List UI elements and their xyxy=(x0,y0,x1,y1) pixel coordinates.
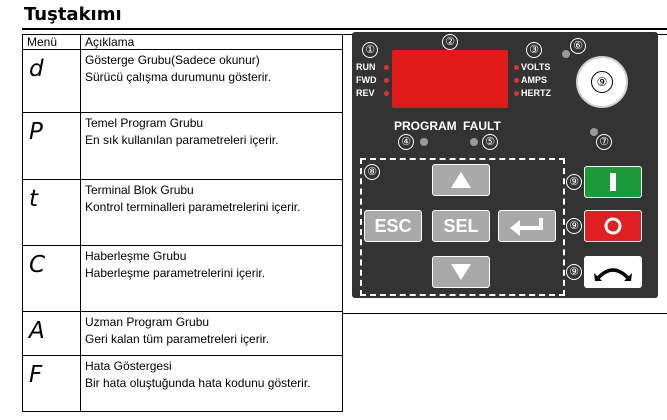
led-label-run: RUN xyxy=(356,62,376,72)
led-display xyxy=(392,50,508,108)
led-label-amps: AMPS xyxy=(521,75,548,85)
menu-code-cell xyxy=(23,356,81,412)
callout-4: ④ xyxy=(398,134,414,150)
menu-code: P xyxy=(29,119,43,145)
keypad-illustration xyxy=(352,32,658,298)
down-arrow-key[interactable] xyxy=(432,256,490,288)
description-text: Geri kalan tüm parametreleri içerir. xyxy=(85,332,270,346)
page-title: Tuştakımı xyxy=(24,4,122,25)
description-title: Hata Göstergesi xyxy=(85,359,172,373)
table-row xyxy=(23,113,343,180)
stop-icon xyxy=(603,216,623,236)
title-rule xyxy=(22,28,667,30)
status-led-7 xyxy=(590,128,598,136)
description-title: Terminal Blok Grubu xyxy=(85,183,194,197)
fault-label: FAULT xyxy=(463,119,501,133)
amps-led xyxy=(514,78,519,83)
description-cell xyxy=(81,113,343,180)
callout-9: ⑨ xyxy=(566,218,582,234)
run-icon xyxy=(610,173,616,191)
callout-9: ⑨ xyxy=(591,71,613,93)
esc-key[interactable] xyxy=(364,210,422,242)
down-arrow-icon xyxy=(450,263,472,281)
callout-2: ② xyxy=(442,34,458,50)
description-text: Sürücü çalışma durumunu gösterir. xyxy=(85,70,272,84)
volts-led xyxy=(514,65,519,70)
hertz-led xyxy=(514,91,519,96)
menu-code-cell xyxy=(23,246,81,312)
table-row xyxy=(23,356,343,412)
menu-table xyxy=(22,34,343,412)
callout-9: ⑨ xyxy=(566,174,582,190)
menu-code: A xyxy=(29,318,45,344)
menu-code-cell xyxy=(23,50,81,113)
run-button[interactable] xyxy=(584,166,642,198)
program-label: PROGRAM xyxy=(394,119,457,133)
description-cell xyxy=(81,246,343,312)
callout-1: ① xyxy=(362,42,378,58)
table-row xyxy=(23,312,343,356)
menu-code-cell xyxy=(23,180,81,246)
callout-3: ③ xyxy=(526,42,542,58)
program-led xyxy=(420,138,428,146)
enter-icon xyxy=(508,216,546,236)
description-cell xyxy=(81,312,343,356)
description-text: Kontrol terminalleri parametrelerini içerir. xyxy=(85,200,301,214)
description-text: Bir hata oluştuğunda hata kodunu gösterir. xyxy=(85,376,311,390)
callout-5: ⑤ xyxy=(482,134,498,150)
table-row xyxy=(23,180,343,246)
description-cell xyxy=(81,180,343,246)
callout-9: ⑨ xyxy=(566,264,582,280)
callout-8: ⑧ xyxy=(364,164,380,180)
enter-key[interactable] xyxy=(498,210,556,242)
callout-7: ⑦ xyxy=(596,134,612,150)
menu-code: C xyxy=(29,252,46,278)
led-label-hertz: HERTZ xyxy=(521,88,551,98)
column-header-menu: Menü xyxy=(23,35,81,50)
table-row xyxy=(23,50,343,113)
led-label-volts: VOLTS xyxy=(521,62,551,72)
reverse-button[interactable] xyxy=(584,256,642,288)
callout-6: ⑥ xyxy=(570,38,586,54)
description-title: Haberleşme Grubu xyxy=(85,249,187,263)
sel-key[interactable] xyxy=(432,210,490,242)
run-led xyxy=(384,65,389,70)
description-title: Gösterge Grubu(Sadece okunur) xyxy=(85,53,260,67)
menu-code: t xyxy=(29,186,39,212)
potentiometer-knob[interactable] xyxy=(576,56,628,108)
fault-led xyxy=(470,138,478,146)
led-label-fwd: FWD xyxy=(356,75,377,85)
description-cell xyxy=(81,356,343,412)
fwd-led xyxy=(384,78,389,83)
description-text: En sık kullanılan parametreleri içerir. xyxy=(85,133,279,147)
rev-led xyxy=(384,91,389,96)
menu-code-cell xyxy=(23,113,81,180)
menu-code: d xyxy=(29,56,44,82)
sel-key-label: SEL xyxy=(443,215,479,236)
table-header-row xyxy=(23,35,343,50)
up-arrow-key[interactable] xyxy=(432,164,490,196)
description-title: Temel Program Grubu xyxy=(85,116,204,130)
up-arrow-icon xyxy=(450,171,472,189)
menu-code-cell xyxy=(23,312,81,356)
table-row xyxy=(23,246,343,312)
description-title: Uzman Program Grubu xyxy=(85,315,210,329)
esc-key-label: ESC xyxy=(374,215,412,236)
led-label-rev: REV xyxy=(356,88,375,98)
stop-button[interactable] xyxy=(584,210,642,242)
status-led-6 xyxy=(562,50,570,58)
reverse-icon xyxy=(593,262,633,282)
description-cell xyxy=(81,50,343,113)
menu-code: F xyxy=(29,362,43,388)
description-text: Haberleşme parametrelerini içerir. xyxy=(85,266,266,280)
column-header-description: Açıklama xyxy=(81,35,343,50)
